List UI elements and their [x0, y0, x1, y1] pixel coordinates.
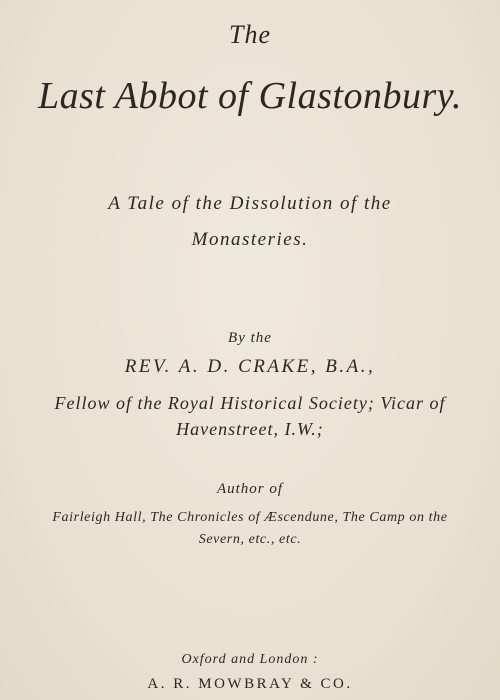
author-credentials-line-1: Fellow of the Royal Historical Society; Vicar of [54, 393, 446, 413]
imprint-publisher: A. R. MOWBRAY & CO. [147, 676, 353, 692]
author-name: REV. A. D. CRAKE, B.A., [124, 356, 376, 377]
other-works-line-1: Fairleigh Hall, The Chronicles of Æscendune, The Camp on the [52, 510, 448, 525]
subtitle-line-1: A Tale of the Dissolution of the [108, 193, 392, 214]
by-the-label: By the [228, 330, 272, 346]
imprint-place: Oxford and London : [181, 652, 319, 667]
title-article: The [229, 20, 271, 49]
other-works-heading: Author of [216, 481, 284, 497]
subtitle-line-2: Monasteries. [191, 229, 309, 250]
book-title: Last Abbot of Glastonbury. [37, 75, 463, 117]
other-works-line-2: Severn, etc., etc. [198, 532, 302, 547]
author-credentials-line-2: Havenstreet, I.W.; [176, 419, 324, 439]
